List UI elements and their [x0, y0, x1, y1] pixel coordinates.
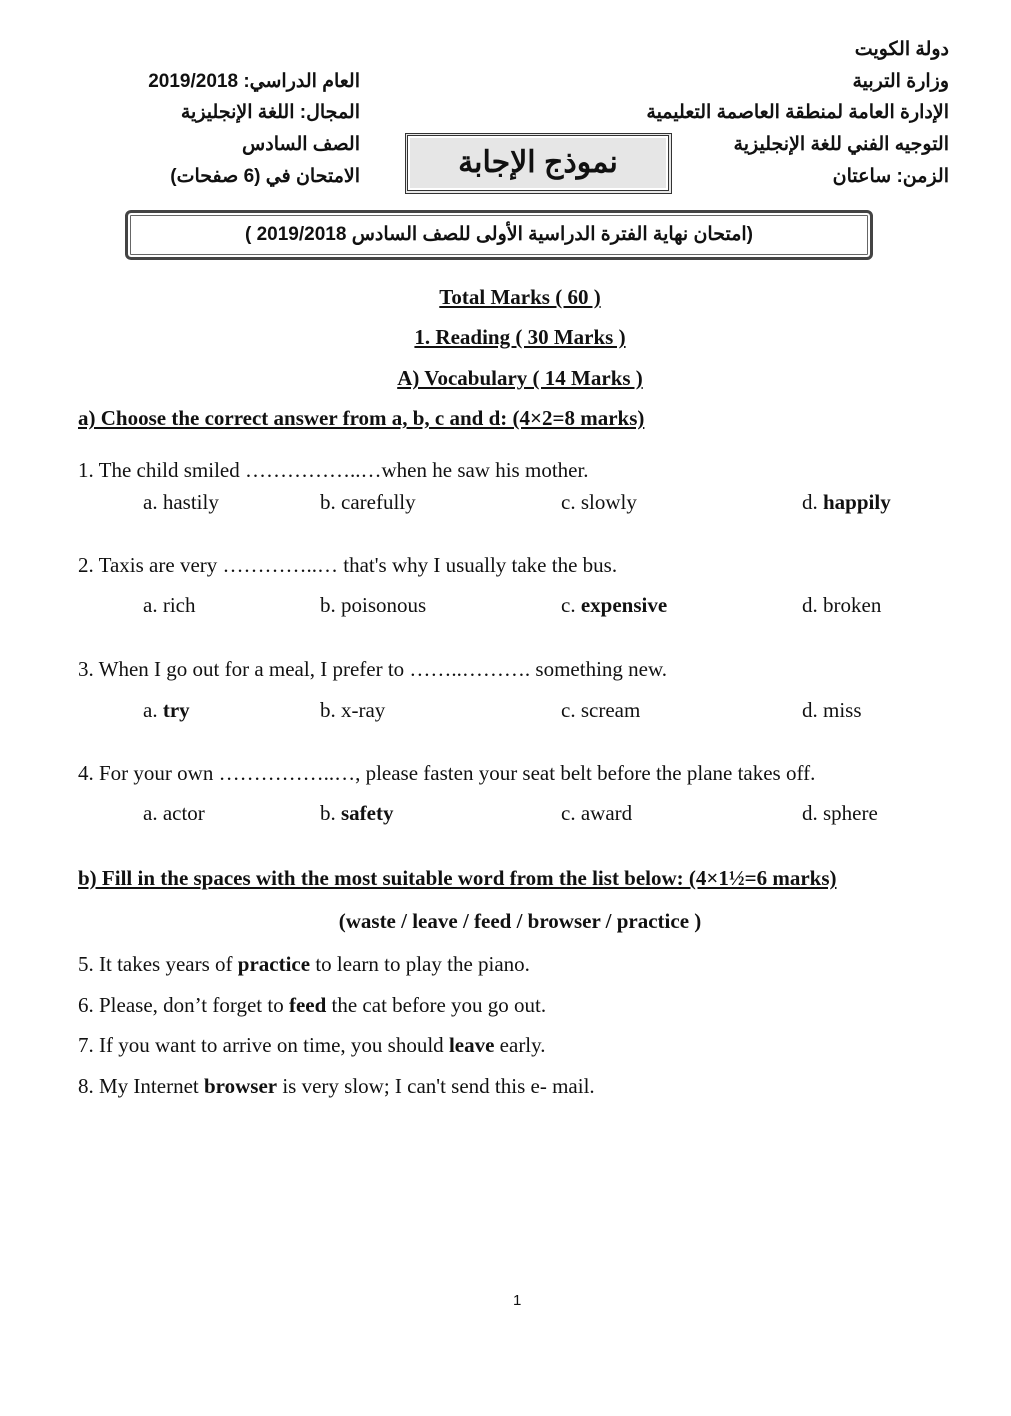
answer-word: leave: [448, 1033, 495, 1057]
correct-option-word: happily: [823, 490, 891, 514]
answer-word: feed: [288, 993, 327, 1017]
option-word: sphere: [823, 801, 878, 825]
header-year: العام الدراسي: 2019/2018: [148, 71, 360, 92]
option-word: actor: [162, 801, 205, 825]
answer-option: [320, 698, 385, 723]
fill-in-sentence: [78, 1074, 595, 1099]
option-word: carefully: [341, 490, 416, 514]
section-b-instruction: b) Fill in the spaces with the most suitable word from the list below: (4×1½=6 marks): [78, 866, 837, 890]
option-word: x-ray: [341, 698, 386, 722]
question-text: 3. When I go out for a meal, I prefer to ……..………. something new.: [78, 657, 668, 681]
option-letter: b.: [320, 801, 341, 825]
correct-option-word: expensive: [580, 593, 668, 617]
option-word: miss: [823, 698, 862, 722]
option-letter: c.: [561, 698, 581, 722]
question-text: 1. The child smiled ……………..…when he saw his mother.: [78, 458, 589, 482]
header-ministry: وزارة التربية: [852, 71, 949, 92]
answer-option: [802, 593, 881, 618]
answer-option: [320, 490, 416, 515]
answer-option: [561, 801, 632, 826]
header-country: دولة الكويت: [854, 39, 949, 60]
option-word: poisonous: [341, 593, 427, 617]
header-directorate: الإدارة العامة لمنطقة العاصمة التعليمية: [646, 102, 949, 123]
option-letter: d.: [802, 593, 823, 617]
header-grade: الصف السادس: [242, 134, 360, 155]
option-letter: b.: [320, 593, 341, 617]
answer-word: browser: [203, 1074, 278, 1098]
sentence-start: 5. It takes years of: [78, 952, 238, 976]
option-letter: a.: [143, 801, 163, 825]
sentence-end: to learn to play the piano.: [310, 952, 530, 976]
header-subject: المجال: اللغة الإنجليزية: [180, 102, 360, 123]
option-letter: b.: [320, 698, 341, 722]
answer-option: [561, 490, 637, 515]
header-duration: الزمن: ساعتان: [832, 166, 949, 187]
option-letter: c.: [561, 593, 581, 617]
question-text: 4. For your own ……………..…, please fasten your seat belt before the plane takes off.: [78, 761, 816, 785]
sentence-start: 7. If you want to arrive on time, you should: [78, 1033, 449, 1057]
answer-key-box: [405, 133, 672, 194]
option-letter: d.: [802, 698, 823, 722]
fill-in-sentence: [78, 952, 530, 977]
option-letter: d.: [802, 490, 823, 514]
sentence-end: is very slow; I can't send this e- mail.: [277, 1074, 595, 1098]
reading-title: 1. Reading ( 30 Marks ): [414, 325, 626, 349]
option-word: scream: [580, 698, 641, 722]
section-a-instruction: a) Choose the correct answer from a, b, c and d: (4×2=8 marks): [78, 406, 645, 430]
answer-option: [143, 801, 205, 826]
answer-option: [143, 593, 195, 618]
header-supervision: التوجيه الفني للغة الإنجليزية: [733, 134, 949, 155]
sentence-start: 8. My Internet: [78, 1074, 204, 1098]
option-letter: c.: [561, 490, 581, 514]
option-word: award: [580, 801, 633, 825]
answer-option: [802, 801, 878, 826]
option-letter: d.: [802, 801, 823, 825]
header-pages: الامتحان في (6 صفحات): [170, 166, 360, 187]
word-list: (waste / leave / feed / browser / practice ): [338, 909, 702, 933]
vocabulary-title: A) Vocabulary ( 14 Marks ): [397, 366, 643, 390]
answer-key-label: نموذج الإجابة: [458, 146, 618, 179]
option-letter: a.: [143, 490, 163, 514]
answer-option: [802, 490, 891, 515]
option-letter: a.: [143, 698, 163, 722]
sentence-end: the cat before you go out.: [326, 993, 547, 1017]
option-word: broken: [823, 593, 882, 617]
option-letter: a.: [143, 593, 163, 617]
correct-option-word: try: [162, 698, 190, 722]
page-number: 1: [513, 1292, 522, 1309]
exam-banner-text: (امتحان نهاية الفترة الدراسية الأولى للصف السادس 2019/2018 ): [244, 224, 753, 245]
fill-in-sentence: [78, 993, 546, 1018]
answer-option: [143, 490, 219, 515]
option-word: rich: [162, 593, 196, 617]
correct-option-word: safety: [341, 801, 394, 825]
exam-banner: [125, 210, 873, 260]
answer-option: [143, 698, 190, 723]
answer-option: [802, 698, 862, 723]
option-letter: c.: [561, 801, 581, 825]
option-word: slowly: [580, 490, 637, 514]
sentence-start: 6. Please, don’t forget to: [78, 993, 289, 1017]
answer-option: [561, 593, 667, 618]
fill-in-sentence: [78, 1033, 546, 1058]
answer-word: practice: [237, 952, 311, 976]
option-letter: b.: [320, 490, 341, 514]
answer-option: [561, 698, 640, 723]
answer-option: [320, 593, 426, 618]
total-marks-title: Total Marks ( 60 ): [439, 285, 601, 309]
answer-option: [320, 801, 393, 826]
sentence-end: early.: [494, 1033, 546, 1057]
option-word: hastily: [162, 490, 219, 514]
question-text: 2. Taxis are very …………..… that's why I usually take the bus.: [78, 553, 618, 577]
